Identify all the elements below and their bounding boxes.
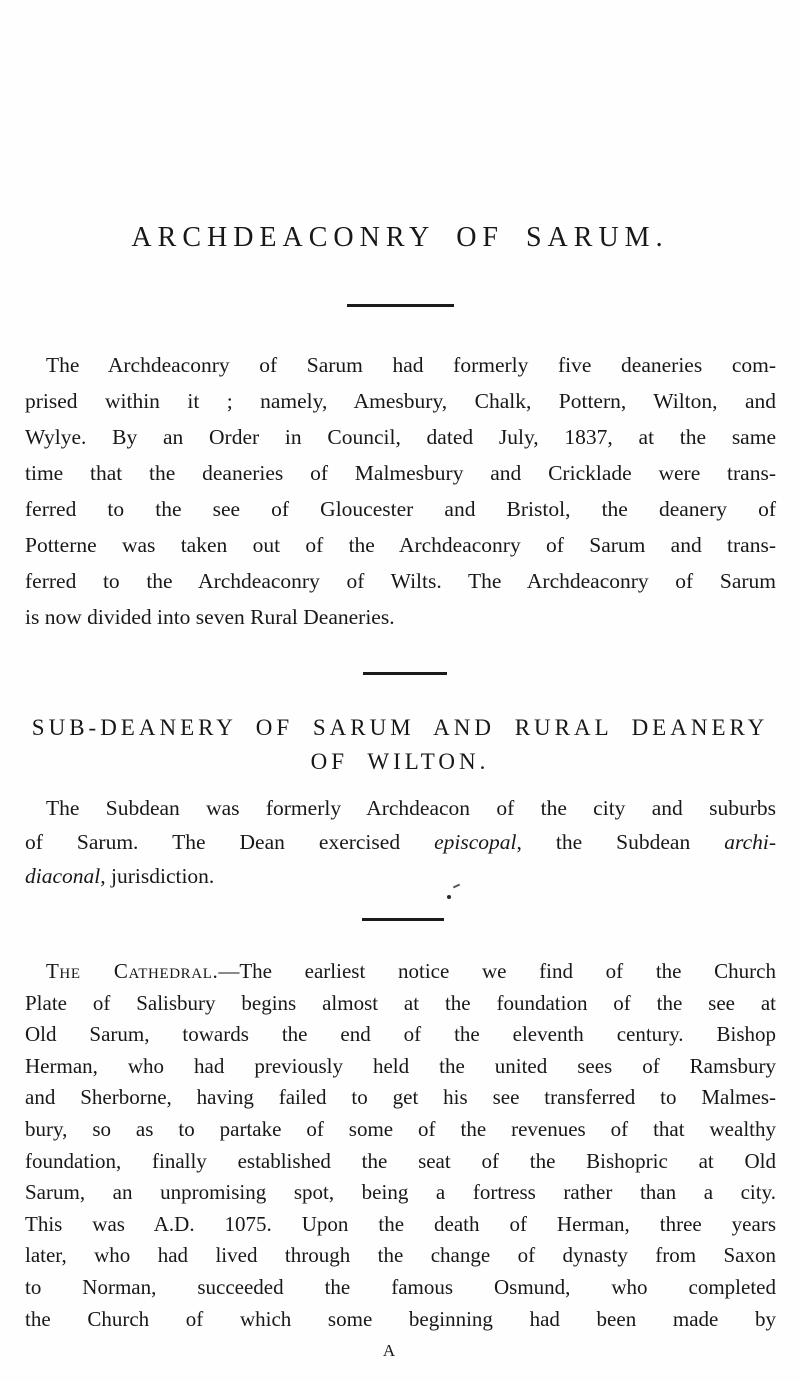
text-line: [25, 956, 776, 988]
text-line: Plate of Salisbury begins almost at the foundation of the see at: [25, 990, 776, 1015]
text-run: —The earliest notice we find of the Church: [218, 959, 777, 983]
text-line: Herman, who had previously held the united sees of Ramsbury: [25, 1053, 776, 1078]
text-run: , the Subdean: [516, 830, 725, 854]
italic-text-run: archi-: [724, 830, 776, 854]
printer-signature: A: [382, 1341, 396, 1360]
smallcaps-lead: The Cathedral.: [46, 959, 219, 983]
ink-speck: [447, 895, 451, 899]
text-line: [25, 859, 776, 893]
text-line: The Subdean was formerly Archdeacon of the city and suburbs: [46, 796, 776, 820]
heading-line-1: SUB-DEANERY OF SARUM AND RURAL DEANERY: [31, 715, 769, 740]
cathedral-paragraph: [25, 956, 776, 1335]
heading-line-2: OF WILTON.: [310, 749, 490, 774]
text-line: prised within it ; namely, Amesbury, Chalk, Pottern, Wilton, and: [25, 389, 776, 413]
text-run: , jurisdiction.: [100, 864, 215, 888]
text-run: of Sarum. The Dean exercised: [25, 830, 435, 854]
text-line: ferred to the see of Gloucester and Bristol, the deanery of: [25, 497, 776, 521]
intro-paragraph: [25, 347, 776, 635]
divider-rule-top: [347, 304, 454, 307]
text-line: [25, 825, 776, 859]
text-line: to Norman, succeeded the famous Osmund, who completed: [25, 1274, 776, 1299]
text-line: bury, so as to partake of some of the revenues of that wealthy: [25, 1116, 776, 1141]
text-line: Sarum, an unpromising spot, being a fortress rather than a city.: [25, 1180, 776, 1205]
text-line: later, who had lived through the change of dynasty from Saxon: [25, 1243, 776, 1268]
text-line: Old Sarum, towards the end of the eleventh century. Bishop: [25, 1022, 776, 1047]
text-line: and Sherborne, having failed to get his see transferred to Malmes-: [25, 1085, 776, 1110]
subdeanery-paragraph: [25, 791, 776, 893]
text-line: The Archdeaconry of Sarum had formerly five deaneries com-: [46, 353, 776, 377]
italic-text-run: episcopal: [434, 830, 517, 854]
subdeanery-heading: [0, 711, 800, 779]
text-line: the Church of which some beginning had been made by: [25, 1306, 776, 1331]
text-line: foundation, finally established the seat of the Bishopric at Old: [25, 1148, 776, 1173]
text-line: This was A.D. 1075. Upon the death of Herman, three years: [25, 1211, 776, 1236]
text-line: is now divided into seven Rural Deaneries.: [25, 605, 395, 629]
page-title: ARCHDEACONRY OF SARUM.: [131, 222, 669, 253]
text-line: ferred to the Archdeaconry of Wilts. The Archdeaconry of Sarum: [25, 569, 776, 593]
text-line: Wylye. By an Order in Council, dated July, 1837, at the same: [25, 425, 776, 449]
text-line: time that the deaneries of Malmesbury and Cricklade were trans-: [25, 461, 776, 485]
italic-text-run: diaconal: [25, 864, 101, 888]
divider-rule-bottom: [362, 918, 444, 921]
text-line: Potterne was taken out of the Archdeaconry of Sarum and trans-: [25, 533, 776, 557]
divider-rule-middle: [363, 672, 447, 675]
